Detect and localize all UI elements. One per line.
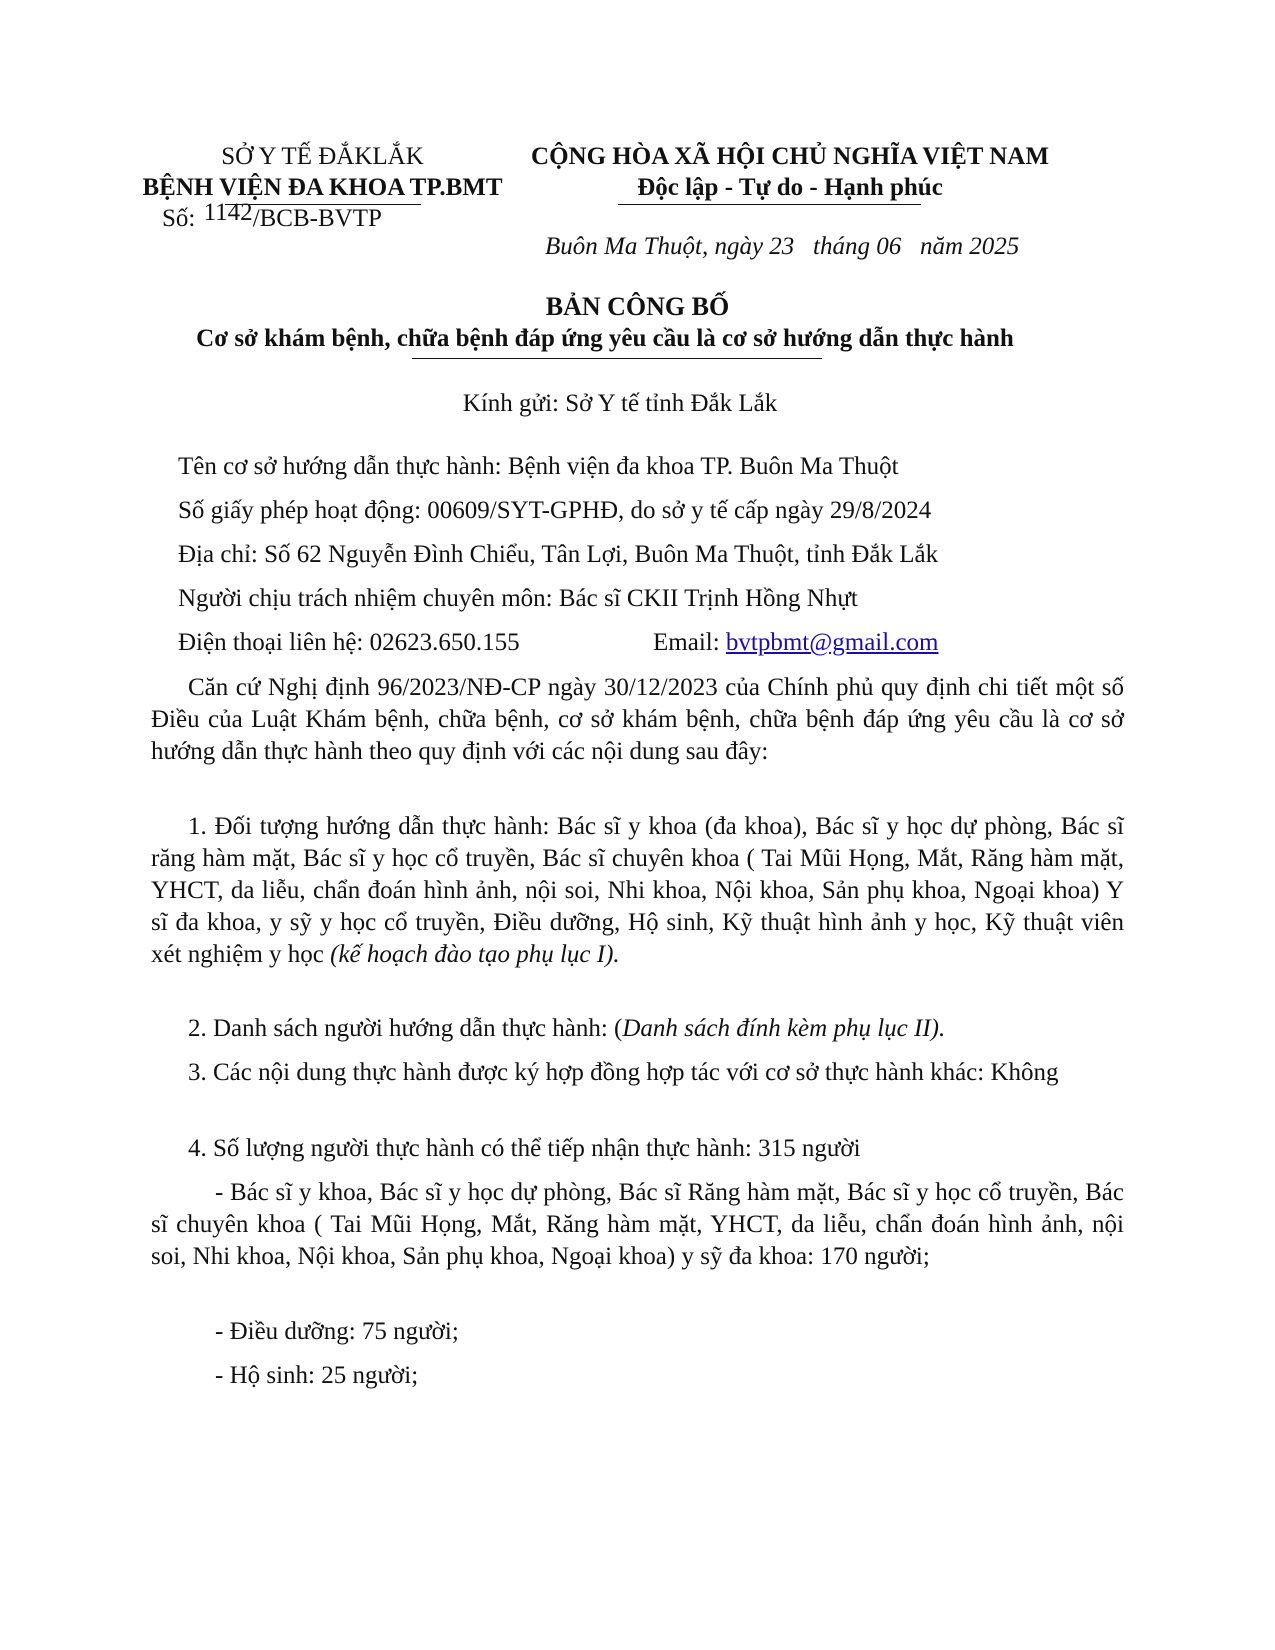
motto-underline <box>618 204 921 205</box>
legal-basis-text: Căn cứ Nghị định 96/2023/NĐ-CP ngày 30/12/2023 của Chính phủ quy định chi tiết một số Điều của Luật Khám bệnh, chữa bệnh, cơ sở khám bệnh, chữa bệnh đáp ứng yêu cầu là cơ sở hướng dẫn thực hành theo quy định với các nội dung sau đây: <box>151 674 1124 765</box>
document-number <box>162 199 382 233</box>
responsible-person: Người chịu trách nhiệm chuyên môn: Bác sĩ CKII Trịnh Hồng Nhựt <box>178 585 858 612</box>
number-value: 1142 <box>203 199 253 226</box>
national-title: CỘNG HÒA XÃ HỘI CHỦ NGHĨA VIỆT NAM <box>531 143 1049 170</box>
number-suffix: /BCB-BVTP <box>252 205 382 232</box>
item-4-doctors-text: - Bác sĩ y khoa, Bác sĩ y học dự phòng, Bác sĩ Răng hàm mặt, Bác sĩ y học cổ truyền, Bác sĩ chuyên khoa ( Tai Mũi Họng, Mắt, Răng hàm mặt, YHCT, da liễu, chẩn đoán hình ảnh, nội soi, Nhi khoa, Nội khoa, Sản phụ khoa, Ngoại khoa) y sỹ đa khoa: 170 người; <box>151 1179 1124 1270</box>
document-subtitle: Cơ sở khám bệnh, chữa bệnh đáp ứng yêu cầu là cơ sở hướng dẫn thực hành <box>196 325 1014 352</box>
item-4-paragraph <box>151 1133 1124 1165</box>
national-motto: Độc lập - Tự do - Hạnh phúc <box>637 174 943 201</box>
contact-email-row <box>653 629 939 657</box>
item-2-text: 2. Danh sách người hướng dẫn thực hành: ( <box>188 1015 623 1042</box>
item-1-note: (kế hoạch đào tạo phụ lục I). <box>330 941 620 968</box>
item-1-text: 1. Đối tượng hướng dẫn thực hành: Bác sĩ y khoa (đa khoa), Bác sĩ y học dự phòng, Bác sĩ răng hàm mặt, Bác sĩ y học cổ truyền, Bác sĩ chuyên khoa ( Tai Mũi Họng, Mắt, Răng hàm mặt, YHCT, da liễu, chẩn đoán hình ảnh, nội soi, Nhi khoa, Nội khoa, Sản phụ khoa, Ngoại khoa) Y sĩ đa khoa, y sỹ y học cổ truyền, Điều dưỡng, Hộ sinh, Kỹ thuật hình ảnh y học, Kỹ thuật viên xét nghiệm y học <box>151 813 1124 968</box>
number-prefix: Số: <box>162 205 196 232</box>
item-2-paragraph <box>151 1013 1124 1045</box>
recipient: Kính gửi: Sở Y tế tỉnh Đắk Lắk <box>462 390 778 417</box>
document-date: Buôn Ma Thuột, ngày 23 tháng 06 năm 2025 <box>545 233 1020 260</box>
address: Địa chỉ: Số 62 Nguyễn Đình Chiểu, Tân Lợi, Buôn Ma Thuột, tỉnh Đắk Lắk <box>178 541 939 568</box>
item-4-doctors-paragraph <box>151 1177 1124 1273</box>
email-link[interactable]: bvtpbmt@gmail.com <box>725 629 939 656</box>
item-4-midwives: - Hộ sinh: 25 người; <box>215 1362 419 1389</box>
document-title: BẢN CÔNG BỐ <box>545 292 730 321</box>
hospital-name: BỆNH VIỆN ĐA KHOA TP.BMT <box>142 174 503 201</box>
legal-basis-paragraph <box>151 672 1124 768</box>
item-2-note: Danh sách đính kèm phụ lục II). <box>622 1015 946 1042</box>
item-4-nurses: - Điều dưỡng: 75 người; <box>215 1318 459 1345</box>
facility-name: Tên cơ sở hướng dẫn thực hành: Bệnh viện đa khoa TP. Buôn Ma Thuột <box>178 453 899 480</box>
item-3-text: 3. Các nội dung thực hành được ký hợp đồng hợp tác với cơ sở thực hành khác: Không <box>188 1059 1059 1086</box>
item-1-paragraph <box>151 811 1124 971</box>
subtitle-underline <box>412 358 822 359</box>
agency-name: SỞ Y TẾ ĐẮKLẮK <box>221 143 424 170</box>
contact-phone: Điện thoại liên hệ: 02623.650.155 <box>178 629 520 656</box>
license-number: Số giấy phép hoạt động: 00609/SYT-GPHĐ, do sở y tế cấp ngày 29/8/2024 <box>178 497 932 524</box>
item-4-text: 4. Số lượng người thực hành có thể tiếp nhận thực hành: 315 người <box>188 1135 861 1162</box>
email-label: Email: <box>653 629 720 656</box>
item-3-paragraph <box>151 1057 1124 1089</box>
